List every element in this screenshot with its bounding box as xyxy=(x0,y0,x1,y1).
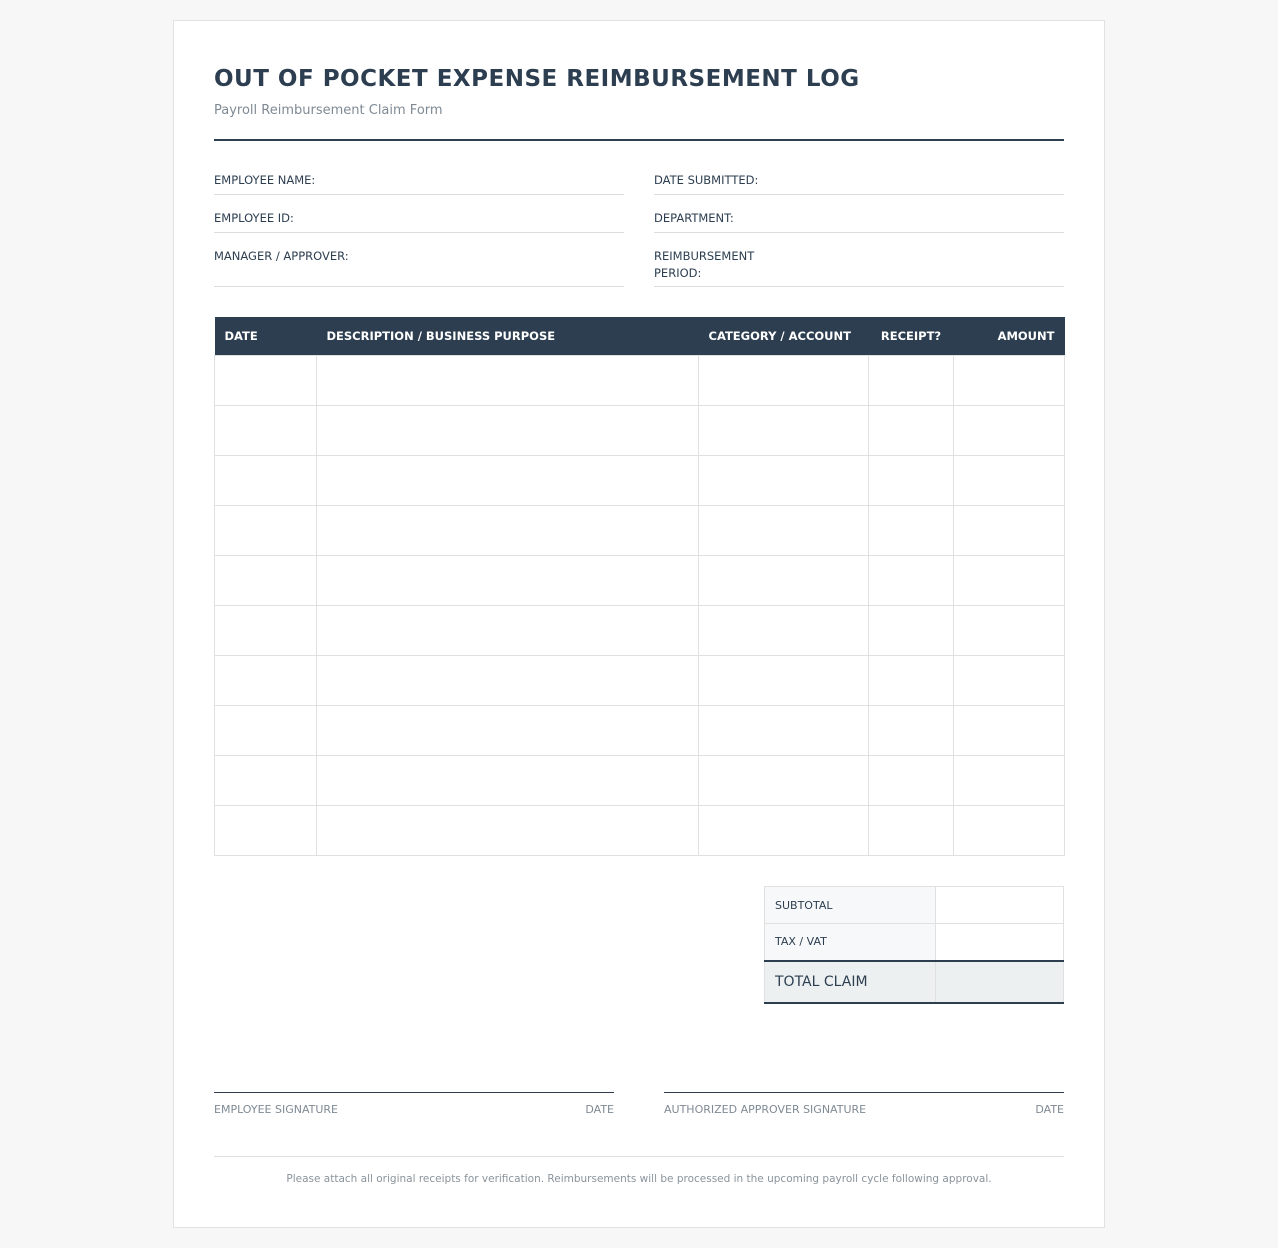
category-cell[interactable] xyxy=(699,355,869,405)
receipt-cell[interactable] xyxy=(869,555,954,605)
subtotal-label: SUBTOTAL xyxy=(765,887,936,924)
receipt-cell[interactable] xyxy=(869,705,954,755)
table-row xyxy=(215,355,1065,405)
total-claim-value-cell[interactable] xyxy=(936,961,1064,1003)
employee-name-label: EMPLOYEE NAME: xyxy=(214,173,316,187)
amount-cell[interactable] xyxy=(954,655,1065,705)
expense-table xyxy=(214,317,1065,856)
col-header-description: DESCRIPTION / BUSINESS PURPOSE xyxy=(317,317,699,355)
department-label: DEPARTMENT: xyxy=(654,211,734,225)
employee-id-label: EMPLOYEE ID: xyxy=(214,211,294,225)
receipt-cell[interactable] xyxy=(869,455,954,505)
description-cell[interactable] xyxy=(317,755,699,805)
amount-cell[interactable] xyxy=(954,355,1065,405)
approver-signature-label: AUTHORIZED APPROVER SIGNATURE xyxy=(664,1103,867,1116)
footer-note: Please attach all original receipts for verification. Reimbursements will be processed in the upcoming payroll cycle following approval. xyxy=(286,1173,992,1185)
col-header-amount: AMOUNT xyxy=(954,317,1065,355)
receipt-cell[interactable] xyxy=(869,505,954,555)
category-cell[interactable] xyxy=(699,705,869,755)
table-row xyxy=(215,705,1065,755)
table-row xyxy=(215,755,1065,805)
employee-signature-date-label: DATE xyxy=(585,1103,614,1116)
category-cell[interactable] xyxy=(699,655,869,705)
tax-value-cell[interactable] xyxy=(936,924,1064,961)
receipt-cell[interactable] xyxy=(869,355,954,405)
description-cell[interactable] xyxy=(317,605,699,655)
category-cell[interactable] xyxy=(699,555,869,605)
date-cell[interactable] xyxy=(215,505,317,555)
tax-row xyxy=(765,924,1064,961)
category-cell[interactable] xyxy=(699,755,869,805)
date-cell[interactable] xyxy=(215,455,317,505)
date-cell[interactable] xyxy=(215,555,317,605)
description-cell[interactable] xyxy=(317,805,699,855)
approver-signature-line[interactable] xyxy=(664,1092,1064,1116)
category-cell[interactable] xyxy=(699,605,869,655)
receipt-cell[interactable] xyxy=(869,405,954,455)
amount-cell[interactable] xyxy=(954,555,1065,605)
amount-cell[interactable] xyxy=(954,405,1065,455)
form-title: OUT OF POCKET EXPENSE REIMBURSEMENT LOG xyxy=(214,66,860,92)
amount-cell[interactable] xyxy=(954,505,1065,555)
subtotal-row xyxy=(765,887,1064,924)
date-submitted-label: DATE SUBMITTED: xyxy=(654,173,759,187)
description-cell[interactable] xyxy=(317,405,699,455)
amount-cell[interactable] xyxy=(954,705,1065,755)
employee-signature-line[interactable] xyxy=(214,1092,614,1116)
footer-divider xyxy=(214,1156,1064,1157)
description-cell[interactable] xyxy=(317,555,699,605)
date-cell[interactable] xyxy=(215,655,317,705)
date-cell[interactable] xyxy=(215,605,317,655)
table-header-row xyxy=(215,317,1065,355)
table-row xyxy=(215,805,1065,855)
description-cell[interactable] xyxy=(317,505,699,555)
date-cell[interactable] xyxy=(215,705,317,755)
category-cell[interactable] xyxy=(699,805,869,855)
date-cell[interactable] xyxy=(215,805,317,855)
tax-label: TAX / VAT xyxy=(765,924,936,961)
table-row xyxy=(215,555,1065,605)
receipt-cell[interactable] xyxy=(869,805,954,855)
receipt-cell[interactable] xyxy=(869,655,954,705)
employee-name-field[interactable] xyxy=(214,172,624,195)
total-claim-row xyxy=(765,961,1064,1003)
description-cell[interactable] xyxy=(317,705,699,755)
approver-signature-date-label: DATE xyxy=(1035,1103,1064,1116)
title-divider xyxy=(214,139,1064,141)
reimbursement-period-field[interactable] xyxy=(654,248,1064,287)
table-row xyxy=(215,605,1065,655)
reimbursement-period-label: REIMBURSEMENT PERIOD: xyxy=(654,249,755,280)
date-cell[interactable] xyxy=(215,355,317,405)
employee-id-field[interactable] xyxy=(214,210,624,233)
manager-approver-label: MANAGER / APPROVER: xyxy=(214,249,349,263)
col-header-date: DATE xyxy=(215,317,317,355)
category-cell[interactable] xyxy=(699,405,869,455)
form-subtitle: Payroll Reimbursement Claim Form xyxy=(214,103,443,118)
amount-cell[interactable] xyxy=(954,455,1065,505)
receipt-cell[interactable] xyxy=(869,755,954,805)
totals-table xyxy=(764,886,1064,1004)
amount-cell[interactable] xyxy=(954,605,1065,655)
table-row xyxy=(215,405,1065,455)
department-field[interactable] xyxy=(654,210,1064,233)
category-cell[interactable] xyxy=(699,505,869,555)
date-cell[interactable] xyxy=(215,755,317,805)
amount-cell[interactable] xyxy=(954,755,1065,805)
amount-cell[interactable] xyxy=(954,805,1065,855)
table-row xyxy=(215,455,1065,505)
description-cell[interactable] xyxy=(317,455,699,505)
form-sheet xyxy=(173,20,1105,1228)
expense-table-body xyxy=(215,355,1065,855)
table-row xyxy=(215,505,1065,555)
description-cell[interactable] xyxy=(317,655,699,705)
manager-approver-field[interactable] xyxy=(214,248,624,287)
col-header-receipt: RECEIPT? xyxy=(869,317,954,355)
employee-signature-label: EMPLOYEE SIGNATURE xyxy=(214,1103,338,1116)
table-row xyxy=(215,655,1065,705)
col-header-category: CATEGORY / ACCOUNT xyxy=(699,317,869,355)
date-cell[interactable] xyxy=(215,405,317,455)
category-cell[interactable] xyxy=(699,455,869,505)
date-submitted-field[interactable] xyxy=(654,172,1064,195)
subtotal-value-cell[interactable] xyxy=(936,887,1064,924)
total-claim-label: TOTAL CLAIM xyxy=(765,961,936,1003)
description-cell[interactable] xyxy=(317,355,699,405)
receipt-cell[interactable] xyxy=(869,605,954,655)
